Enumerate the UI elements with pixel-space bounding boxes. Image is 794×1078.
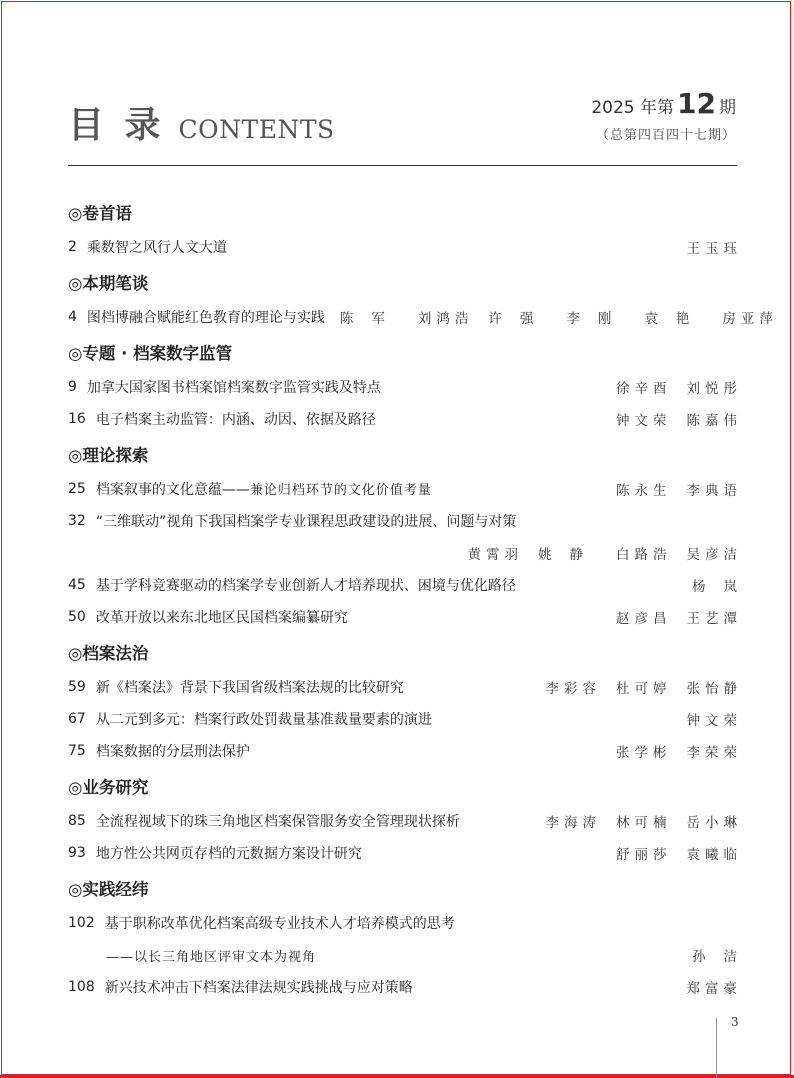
entry-page: 85 (68, 813, 86, 829)
author-name: 王艺潭 (686, 611, 742, 627)
entry-authors (672, 977, 742, 997)
entry-title-text: “三维联动”视角下我国档案学专业课程思政建设的进展、问题与对策 (95, 514, 517, 530)
section-heading: ◎理论探索 (68, 446, 149, 465)
author-name: 房亚萍 (722, 311, 778, 327)
entry-page: 45 (68, 577, 86, 593)
entry-title-text: 电子档案主动监管：内涵、动因、依据及路径 (95, 412, 376, 428)
entry-title-text: 档案叙事的文化意蕴—— (95, 482, 250, 498)
author-name: 袁曦临 (686, 847, 742, 863)
author-name: 钟文荣 (616, 413, 672, 429)
section-heading: ◎本期笔谈 (68, 274, 149, 293)
entry-title-text: 基于职称改革优化档案高级专业技术人才培养模式的思考 (104, 916, 455, 932)
toc-entry[interactable] (68, 735, 742, 767)
author-name: 张怡静 (686, 681, 742, 697)
author-name: 李彩容 (545, 681, 601, 697)
toc-entry[interactable] (68, 939, 755, 971)
author-name: 吴彦洁 (686, 547, 742, 563)
author-name: 李海涛 (545, 815, 601, 831)
entry-page: 93 (68, 845, 86, 861)
toc-entry[interactable] (68, 505, 737, 537)
entry-authors (601, 409, 742, 429)
entry-title-text: 加拿大国家图书档案馆档案数字监管实践及特点 (86, 380, 381, 396)
total-issue: （总第四百四十七期） (595, 128, 736, 143)
entry-authors (601, 607, 742, 627)
entry-title-text: 全流程视域下的珠三角地区档案保管服务安全管理现状探析 (95, 814, 460, 830)
entry-title (68, 946, 677, 965)
entry-title-text: 从二元到多元：档案行政处罚裁量基准裁量要素的演进 (95, 712, 432, 728)
section-heading: ◎业务研究 (68, 778, 149, 797)
entry-authors (677, 575, 755, 595)
entry-subtitle: ——以长三角地区评审文本为视角 (106, 949, 317, 965)
author-name: 林可楠 (616, 815, 672, 831)
toc-entry[interactable] (68, 371, 742, 403)
entry-authors (677, 945, 755, 965)
issue-info (591, 86, 736, 143)
author-name: 杨岚 (692, 579, 755, 595)
entry-authors (601, 377, 742, 397)
entry-title (105, 913, 737, 933)
entry-title-text: 乘数智之风行人文大道 (86, 240, 227, 256)
entry-page: 75 (68, 743, 86, 759)
entry-page: 9 (68, 379, 77, 395)
author-name: 郑富豪 (686, 981, 742, 997)
entry-page: 32 (68, 513, 86, 529)
entry-title-text: 档案数据的分层刑法保护 (95, 744, 250, 760)
toc-entry[interactable] (68, 671, 742, 703)
entry-authors (453, 543, 742, 563)
toc-entry[interactable] (68, 569, 755, 601)
author-name: 陈军 (339, 311, 403, 327)
author-name: 孙洁 (692, 949, 755, 965)
section-heading: ◎专题 · 档案数字监管 (68, 344, 233, 363)
entry-title (87, 237, 672, 257)
section-heading: ◎实践经纬 (68, 880, 149, 899)
entry-page: 50 (68, 609, 86, 625)
author-name: 李荣荣 (686, 745, 742, 761)
entry-subtitle: 兼论归档环节的文化价值考量 (249, 483, 432, 498)
entry-title (96, 843, 601, 863)
entry-page: 2 (68, 239, 77, 255)
author-name: 刘悦彤 (686, 381, 742, 397)
entry-authors (531, 677, 742, 697)
section-heading: ◎卷首语 (68, 204, 132, 223)
contents-word: CONTENTS (178, 115, 335, 144)
entry-authors (601, 479, 742, 499)
issue-number: 12 (677, 87, 716, 120)
entry-title (96, 677, 531, 697)
entry-page: 102 (68, 915, 95, 931)
toc-entry[interactable] (68, 301, 778, 333)
entry-title (96, 811, 531, 831)
entry-title-text: 地方性公共网页存档的元数据方案设计研究 (95, 846, 362, 862)
toc-entry[interactable] (68, 805, 742, 837)
header-rule (68, 165, 737, 166)
toc-entry[interactable] (68, 837, 742, 869)
entry-title-text: 新兴技术冲击下档案法律法规实践挑战与应对策略 (104, 980, 413, 996)
entry-page: 25 (68, 481, 86, 497)
author-name: 赵彦昌 (616, 611, 672, 627)
entry-title (96, 709, 672, 729)
entry-title (96, 511, 737, 531)
page-number-rule (716, 1018, 717, 1078)
entry-authors (601, 741, 742, 761)
entry-page: 108 (68, 979, 95, 995)
page-number: 3 (731, 1015, 739, 1029)
toc-entry[interactable] (68, 703, 742, 735)
author-name: 黄霄羽 (467, 547, 523, 563)
entry-page: 59 (68, 679, 86, 695)
author-name: 舒丽莎 (616, 847, 672, 863)
author-name: 徐辛酉 (616, 381, 672, 397)
author-name: 陈嘉伟 (686, 413, 742, 429)
toc-entry[interactable] (68, 971, 742, 1003)
toc-entry[interactable] (68, 231, 742, 263)
author-name: 刘鸿浩 (417, 311, 474, 327)
toc-entry[interactable] (68, 907, 737, 939)
mulu-title: 目 录 (68, 105, 165, 146)
entry-title (87, 307, 325, 327)
entry-page: 67 (68, 711, 86, 727)
author-name: 许强 (488, 311, 552, 327)
toc-entry[interactable] (68, 601, 742, 633)
entry-title (96, 575, 677, 595)
entry-title (87, 377, 601, 397)
entry-page: 16 (68, 411, 86, 427)
author-name: 姚静 (538, 547, 601, 563)
author-name: 李典语 (686, 483, 742, 499)
author-name: 杜可婷 (616, 681, 672, 697)
toc-entry[interactable] (68, 473, 742, 505)
entry-authors (672, 237, 742, 257)
entry-title-text: 新《档案法》背景下我国省级档案法规的比较研究 (95, 680, 404, 696)
issue-year: 2025 年第 (591, 98, 675, 118)
entry-title-text: 图档博融合赋能红色教育的理论与实践 (86, 310, 325, 326)
toc-heading (68, 98, 335, 148)
entry-title (96, 479, 601, 499)
issue-suffix: 期 (719, 98, 736, 118)
author-name: 张学彬 (616, 745, 672, 761)
entry-authors (601, 843, 742, 863)
entry-title (96, 607, 601, 627)
entry-title (96, 741, 601, 761)
author-name: 袁艳 (644, 311, 708, 327)
author-name: 岳小琳 (686, 815, 742, 831)
author-name: 钟文荣 (686, 713, 742, 729)
author-name: 白路浩 (616, 547, 672, 563)
author-name: 陈永生 (616, 483, 672, 499)
entry-authors (531, 811, 742, 831)
entry-title-text: 改革开放以来东北地区民国档案编纂研究 (95, 610, 348, 626)
entry-authors (325, 307, 778, 327)
section-heading: ◎档案法治 (68, 644, 149, 663)
entry-title (96, 409, 601, 429)
toc-entry[interactable] (68, 537, 742, 569)
entry-page: 4 (68, 309, 77, 325)
toc-entry[interactable] (68, 403, 742, 435)
entry-title-text: 基于学科竞赛驱动的档案学专业创新人才培养现状、困境与优化路径 (95, 578, 516, 594)
author-name: 李刚 (566, 311, 630, 327)
entry-title (105, 977, 672, 997)
author-name: 王玉珏 (686, 241, 742, 257)
table-of-contents (68, 197, 778, 1003)
entry-authors (672, 709, 742, 729)
